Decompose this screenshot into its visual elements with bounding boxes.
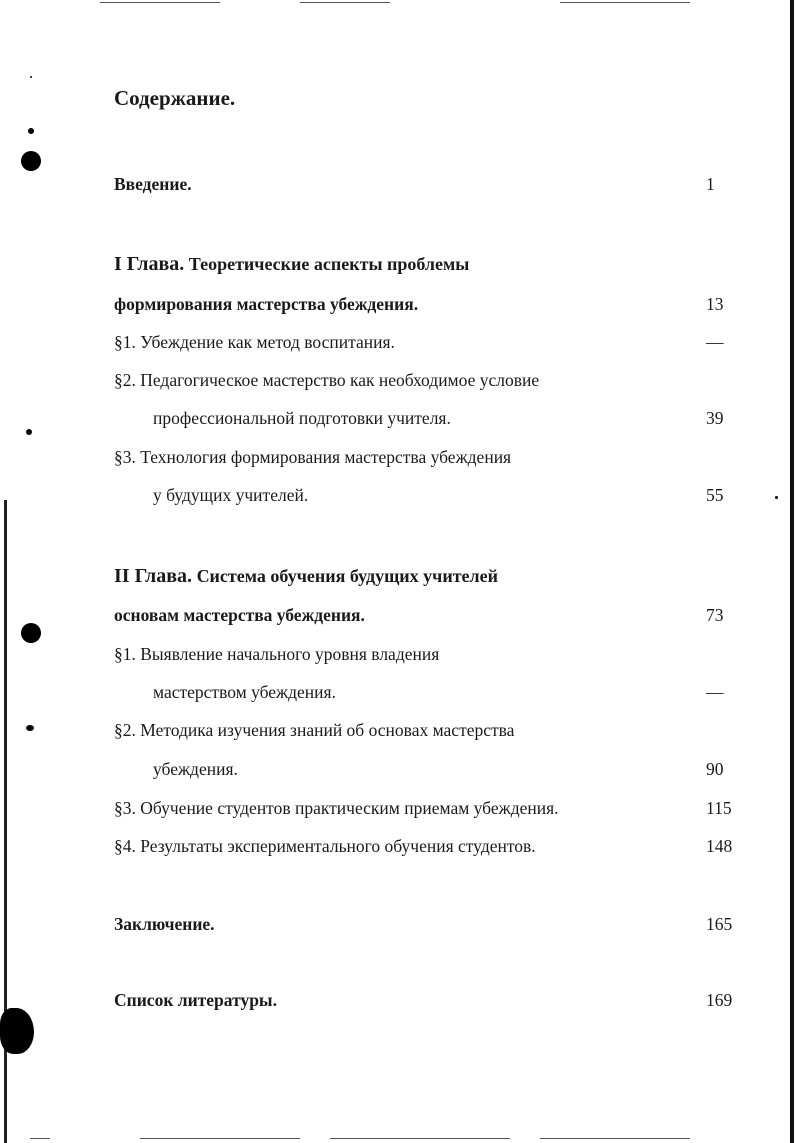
chapter-2-title-line1: Система обучения будущих учителей	[196, 566, 498, 586]
scan-edge-bottom	[30, 1138, 50, 1139]
ink-blot	[0, 1008, 34, 1054]
scan-edge-top	[300, 2, 390, 3]
toc-entry-text: §1. Выявление начального уровня владения	[114, 644, 440, 664]
toc-page-number: —	[706, 682, 724, 702]
scan-edge-top	[100, 2, 220, 3]
scan-speck	[775, 496, 778, 499]
toc-entry-text: Заключение.	[114, 914, 215, 934]
punch-hole	[21, 151, 41, 171]
punch-hole	[21, 623, 41, 643]
toc-page-number: 169	[706, 990, 733, 1010]
toc-entry-text: профессиональной подготовки учителя.	[153, 408, 451, 428]
toc-entry-text: Список литературы.	[114, 990, 277, 1010]
scan-edge-right	[790, 0, 794, 1143]
chapter-1-heading	[114, 253, 469, 276]
toc-entry-text: Введение.	[114, 174, 192, 194]
toc-page-number: 90	[706, 759, 724, 779]
toc-page-number: 13	[706, 294, 724, 314]
scan-edge-bottom	[140, 1138, 300, 1139]
toc-entry-text: §1. Убеждение как метод воспитания.	[114, 332, 395, 352]
scan-edge-bottom	[540, 1138, 690, 1139]
chapter-2-heading	[114, 565, 498, 588]
scan-speck	[28, 128, 34, 134]
scan-speck	[26, 725, 34, 731]
toc-entry-text: мастерством убеждения.	[153, 682, 336, 702]
toc-page-number: 1	[706, 174, 715, 194]
toc-page-number: —	[706, 332, 724, 352]
toc-title: Содержание.	[114, 86, 236, 110]
toc-entry-text: убеждения.	[153, 759, 238, 779]
scan-speck	[30, 76, 32, 78]
toc-page-number: 148	[706, 836, 733, 856]
scan-edge-top	[560, 2, 690, 3]
toc-entry-text: §2. Методика изучения знаний об основах мастерства	[114, 720, 515, 740]
toc-page-number: 115	[706, 798, 732, 818]
toc-page-number: 73	[706, 605, 724, 625]
toc-entry-text: §4. Результаты экспериментального обучения студентов.	[114, 836, 536, 856]
chapter-2-title-line2: основам мастерства убеждения.	[114, 605, 365, 625]
chapter-1-number: I Глава.	[114, 253, 185, 275]
toc-entry-text: у будущих учителей.	[153, 485, 309, 505]
chapter-1-title-line1: Теоретические аспекты проблемы	[188, 254, 470, 274]
chapter-1-title-line2: формирования мастерства убеждения.	[114, 294, 419, 314]
scan-edge-bottom	[330, 1138, 510, 1139]
toc-page-number: 39	[706, 408, 724, 428]
toc-page-number: 55	[706, 485, 724, 505]
toc-entry-text: §3. Обучение студентов практическим приемам убеждения.	[114, 798, 559, 818]
toc-page-number: 165	[706, 914, 733, 934]
toc-entry-text: §2. Педагогическое мастерство как необходимое условие	[114, 370, 540, 390]
scan-speck	[26, 429, 32, 435]
chapter-2-number: II Глава.	[114, 565, 193, 587]
toc-entry-text: §3. Технология формирования мастерства убеждения	[114, 447, 512, 467]
